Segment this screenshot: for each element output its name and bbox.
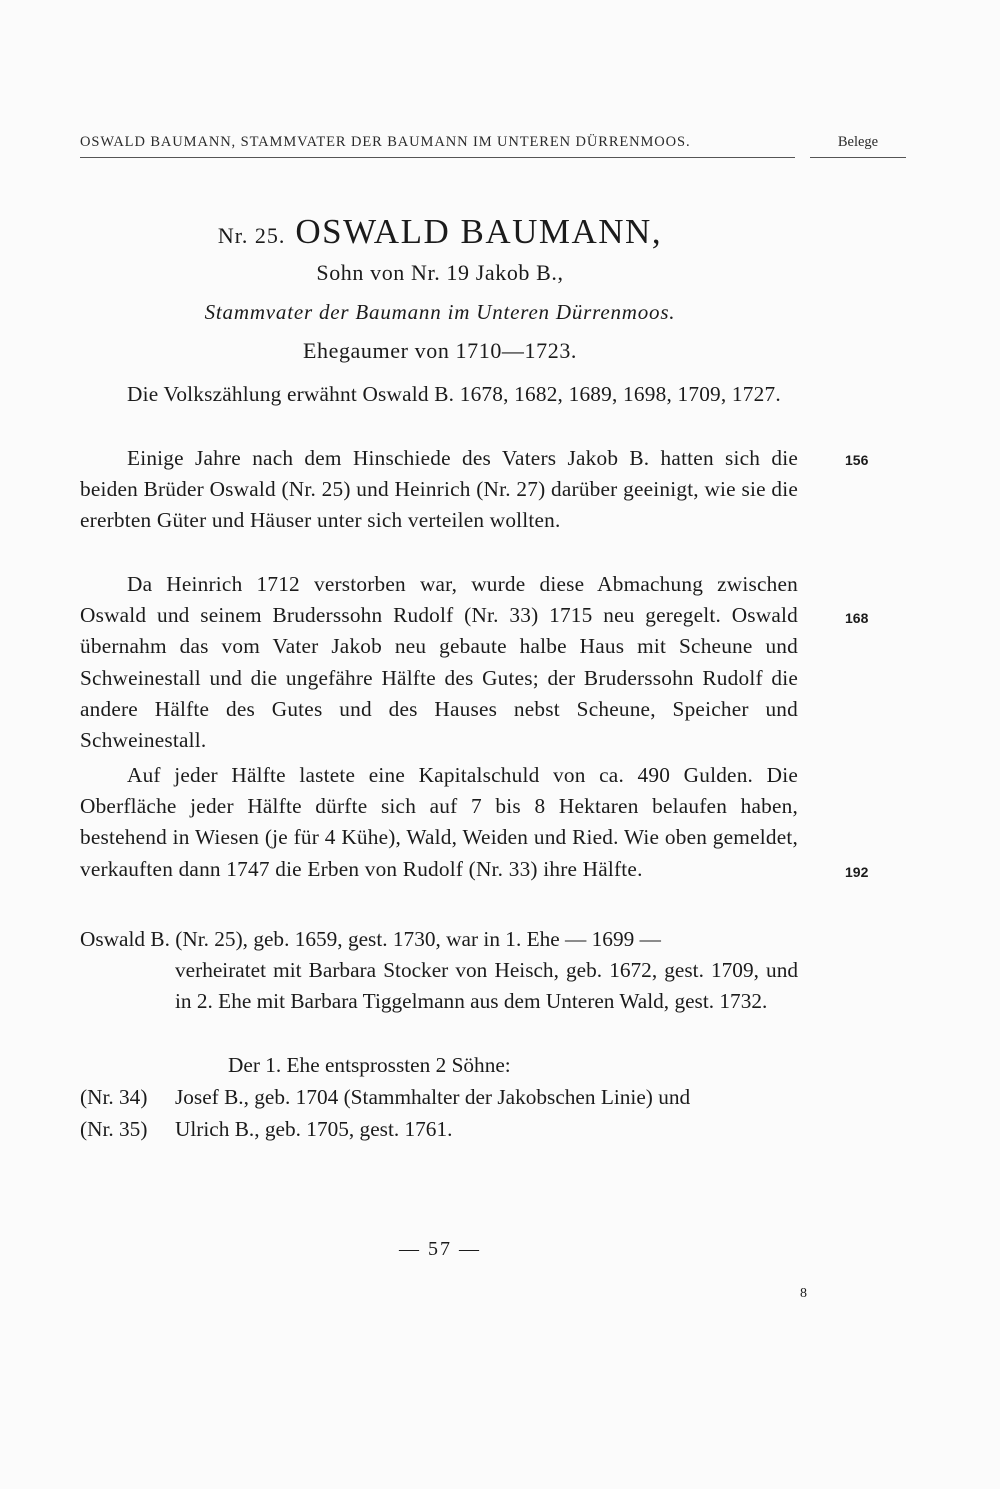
signature-mark: 8 — [800, 1286, 807, 1301]
children-intro: Der 1. Ehe entsprossten 2 Söhne: — [228, 1053, 511, 1077]
section-label: Belege — [810, 134, 906, 158]
marriage-first-line: Oswald B. (Nr. 25), geb. 1659, gest. 1730, war in 1. Ehe — 1699 — — [80, 927, 661, 951]
running-title: OSWALD BAUMANN, STAMMVATER DER BAUMANN IM UNTEREN DÜRRENMOOS. — [80, 134, 795, 158]
margin-reference: 168 — [845, 610, 869, 626]
entry-office: Ehegaumer von 1710—1723. — [302, 338, 578, 363]
child-row — [80, 1114, 798, 1145]
entry-name: OSWALD BAUMANN, — [295, 212, 663, 251]
child-text: Josef B., geb. 1704 (Stammhalter der Jakobschen Linie) und — [175, 1085, 691, 1109]
margin-reference: 156 — [845, 452, 869, 468]
paragraph-settlement: Da Heinrich 1712 verstorben war, wurde diese Abmachung zwischen Oswald und seinem Bruderssohn Rudolf (Nr. 33) 1715 neu geregelt. Oswald übernahm das vom Vater Jakob neu gebaute halbe Haus mit Scheune und Schweinestall und die ungefähre Hälfte des Gutes; der Bruderssohn Rudolf die andere Hälfte des Gutes und des Hauses nebst Scheune, Speicher und Schweinestall. — [80, 572, 798, 753]
entry-number: Nr. 25. — [217, 223, 286, 248]
entry-role: Stammvater der Baumann im Unteren Dürrenmoos. — [204, 300, 676, 324]
entry-parent: Sohn von Nr. 19 Jakob B., — [316, 260, 564, 285]
paragraph-debt: Auf jeder Hälfte lastete eine Kapitalschuld von ca. 490 Gulden. Die Oberfläche jeder Hälfte dürfte sich auf 7 bis 8 Hektaren belaufen haben, bestehend in Wiesen (je für 4 Kühe), Wald, Weiden und Ried. Wie oben gemeldet, verkauften dann 1747 die Erben von Rudolf (Nr. 33) ihre Hälfte. — [80, 763, 798, 881]
margin-reference: 192 — [845, 864, 869, 880]
child-number: (Nr. 35) — [80, 1117, 148, 1141]
marriage-continuation: verheiratet mit Barbara Stocker von Heisch, geb. 1672, gest. 1709, und in 2. Ehe mit Barbara Tiggelmann aus dem Unteren Wald, gest. 1732. — [175, 958, 798, 1014]
paragraph-census: Die Volkszählung erwähnt Oswald B. 1678, 1682, 1689, 1698, 1709, 1727. — [127, 382, 781, 406]
child-row — [80, 1082, 798, 1113]
child-text: Ulrich B., geb. 1705, gest. 1761. — [175, 1117, 453, 1141]
entry-title — [80, 212, 800, 252]
child-number: (Nr. 34) — [80, 1085, 148, 1109]
marriage-entry — [80, 924, 798, 1018]
page-number: — 57 — — [399, 1238, 481, 1260]
paragraph-inheritance: Einige Jahre nach dem Hinschiede des Vaters Jakob B. hatten sich die beiden Brüder Oswald (Nr. 25) und Heinrich (Nr. 27) darüber geeinigt, wie sie die ererbten Güter und Häuser unter sich verteilen wollten. — [80, 446, 798, 533]
